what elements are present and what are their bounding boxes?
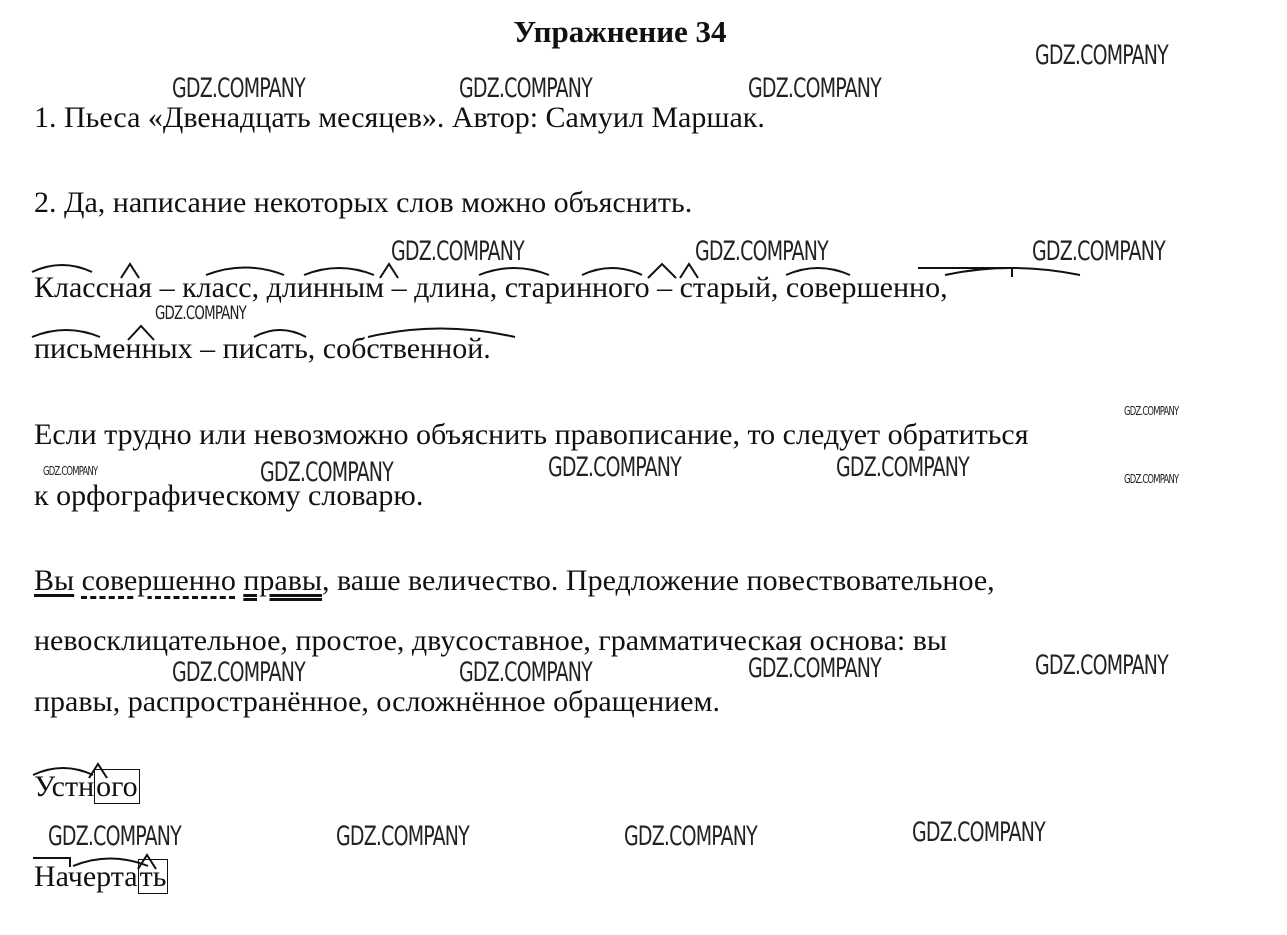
answer-line-1: 1. Пьеса «Двенадцать месяцев». Автор: Самуил Маршак. (34, 101, 765, 134)
watermark: GDZ.COMPANY (155, 302, 247, 324)
morpheme-word-1 (34, 770, 140, 804)
predicate-word: правы (243, 564, 323, 597)
watermark: GDZ.COMPANY (748, 73, 881, 104)
watermark: GDZ.COMPANY (1032, 236, 1165, 267)
watermark: GDZ.COMPANY (48, 821, 181, 852)
sentence-analysis-line-1 (34, 564, 995, 598)
spelling-advice-line-2: к орфографическому словарю. (34, 479, 424, 512)
word-ending: ть (139, 860, 167, 893)
word-stem: Начерта (34, 860, 138, 893)
word-ending: ого (96, 770, 138, 803)
watermark: GDZ.COMPANY (836, 452, 969, 483)
watermark: GDZ.COMPANY (1124, 404, 1179, 418)
subject-word: Вы (34, 564, 75, 597)
sentence-rest: , ваше величество. Предложение повествовательное, (322, 564, 995, 597)
word-stem: Устн (34, 770, 95, 803)
sentence-analysis-line-3: правы, распространённое, осложнённое обращением. (34, 685, 720, 718)
sentence-analysis-line-2: невосклицательное, простое, двусоставное, грамматическая основа: вы (34, 624, 948, 657)
adverbial-word: совершенно (81, 564, 236, 597)
watermark: GDZ.COMPANY (912, 817, 1045, 848)
watermark: GDZ.COMPANY (43, 464, 98, 478)
watermark: GDZ.COMPANY (748, 653, 881, 684)
root-arc (945, 268, 1080, 275)
watermark: GDZ.COMPANY (172, 73, 305, 104)
watermark: GDZ.COMPANY (624, 821, 757, 852)
spelling-advice-line-1: Если трудно или невозможно объяснить правописание, то следует обратиться (34, 418, 1029, 451)
word-analysis-line-1: Классная – класс, длинным – длина, старинного – старый, совершенно, (34, 271, 948, 304)
watermark: GDZ.COMPANY (1124, 472, 1179, 486)
morpheme-word-2 (34, 860, 168, 894)
watermark: GDZ.COMPANY (459, 657, 592, 688)
watermark: GDZ.COMPANY (391, 236, 524, 267)
word-analysis-line-2: письменных – писать, собственной. (34, 332, 491, 365)
watermark: GDZ.COMPANY (172, 657, 305, 688)
watermark: GDZ.COMPANY (695, 236, 828, 267)
watermark: GDZ.COMPANY (459, 73, 592, 104)
watermark: GDZ.COMPANY (336, 821, 469, 852)
answer-line-2: 2. Да, написание некоторых слов можно объяснить. (34, 186, 693, 219)
watermark: GDZ.COMPANY (1035, 650, 1168, 681)
watermark: GDZ.COMPANY (260, 457, 393, 488)
watermark: GDZ.COMPANY (548, 452, 681, 483)
watermark: GDZ.COMPANY (1035, 40, 1168, 71)
exercise-title: Упражнение 34 (513, 14, 727, 49)
